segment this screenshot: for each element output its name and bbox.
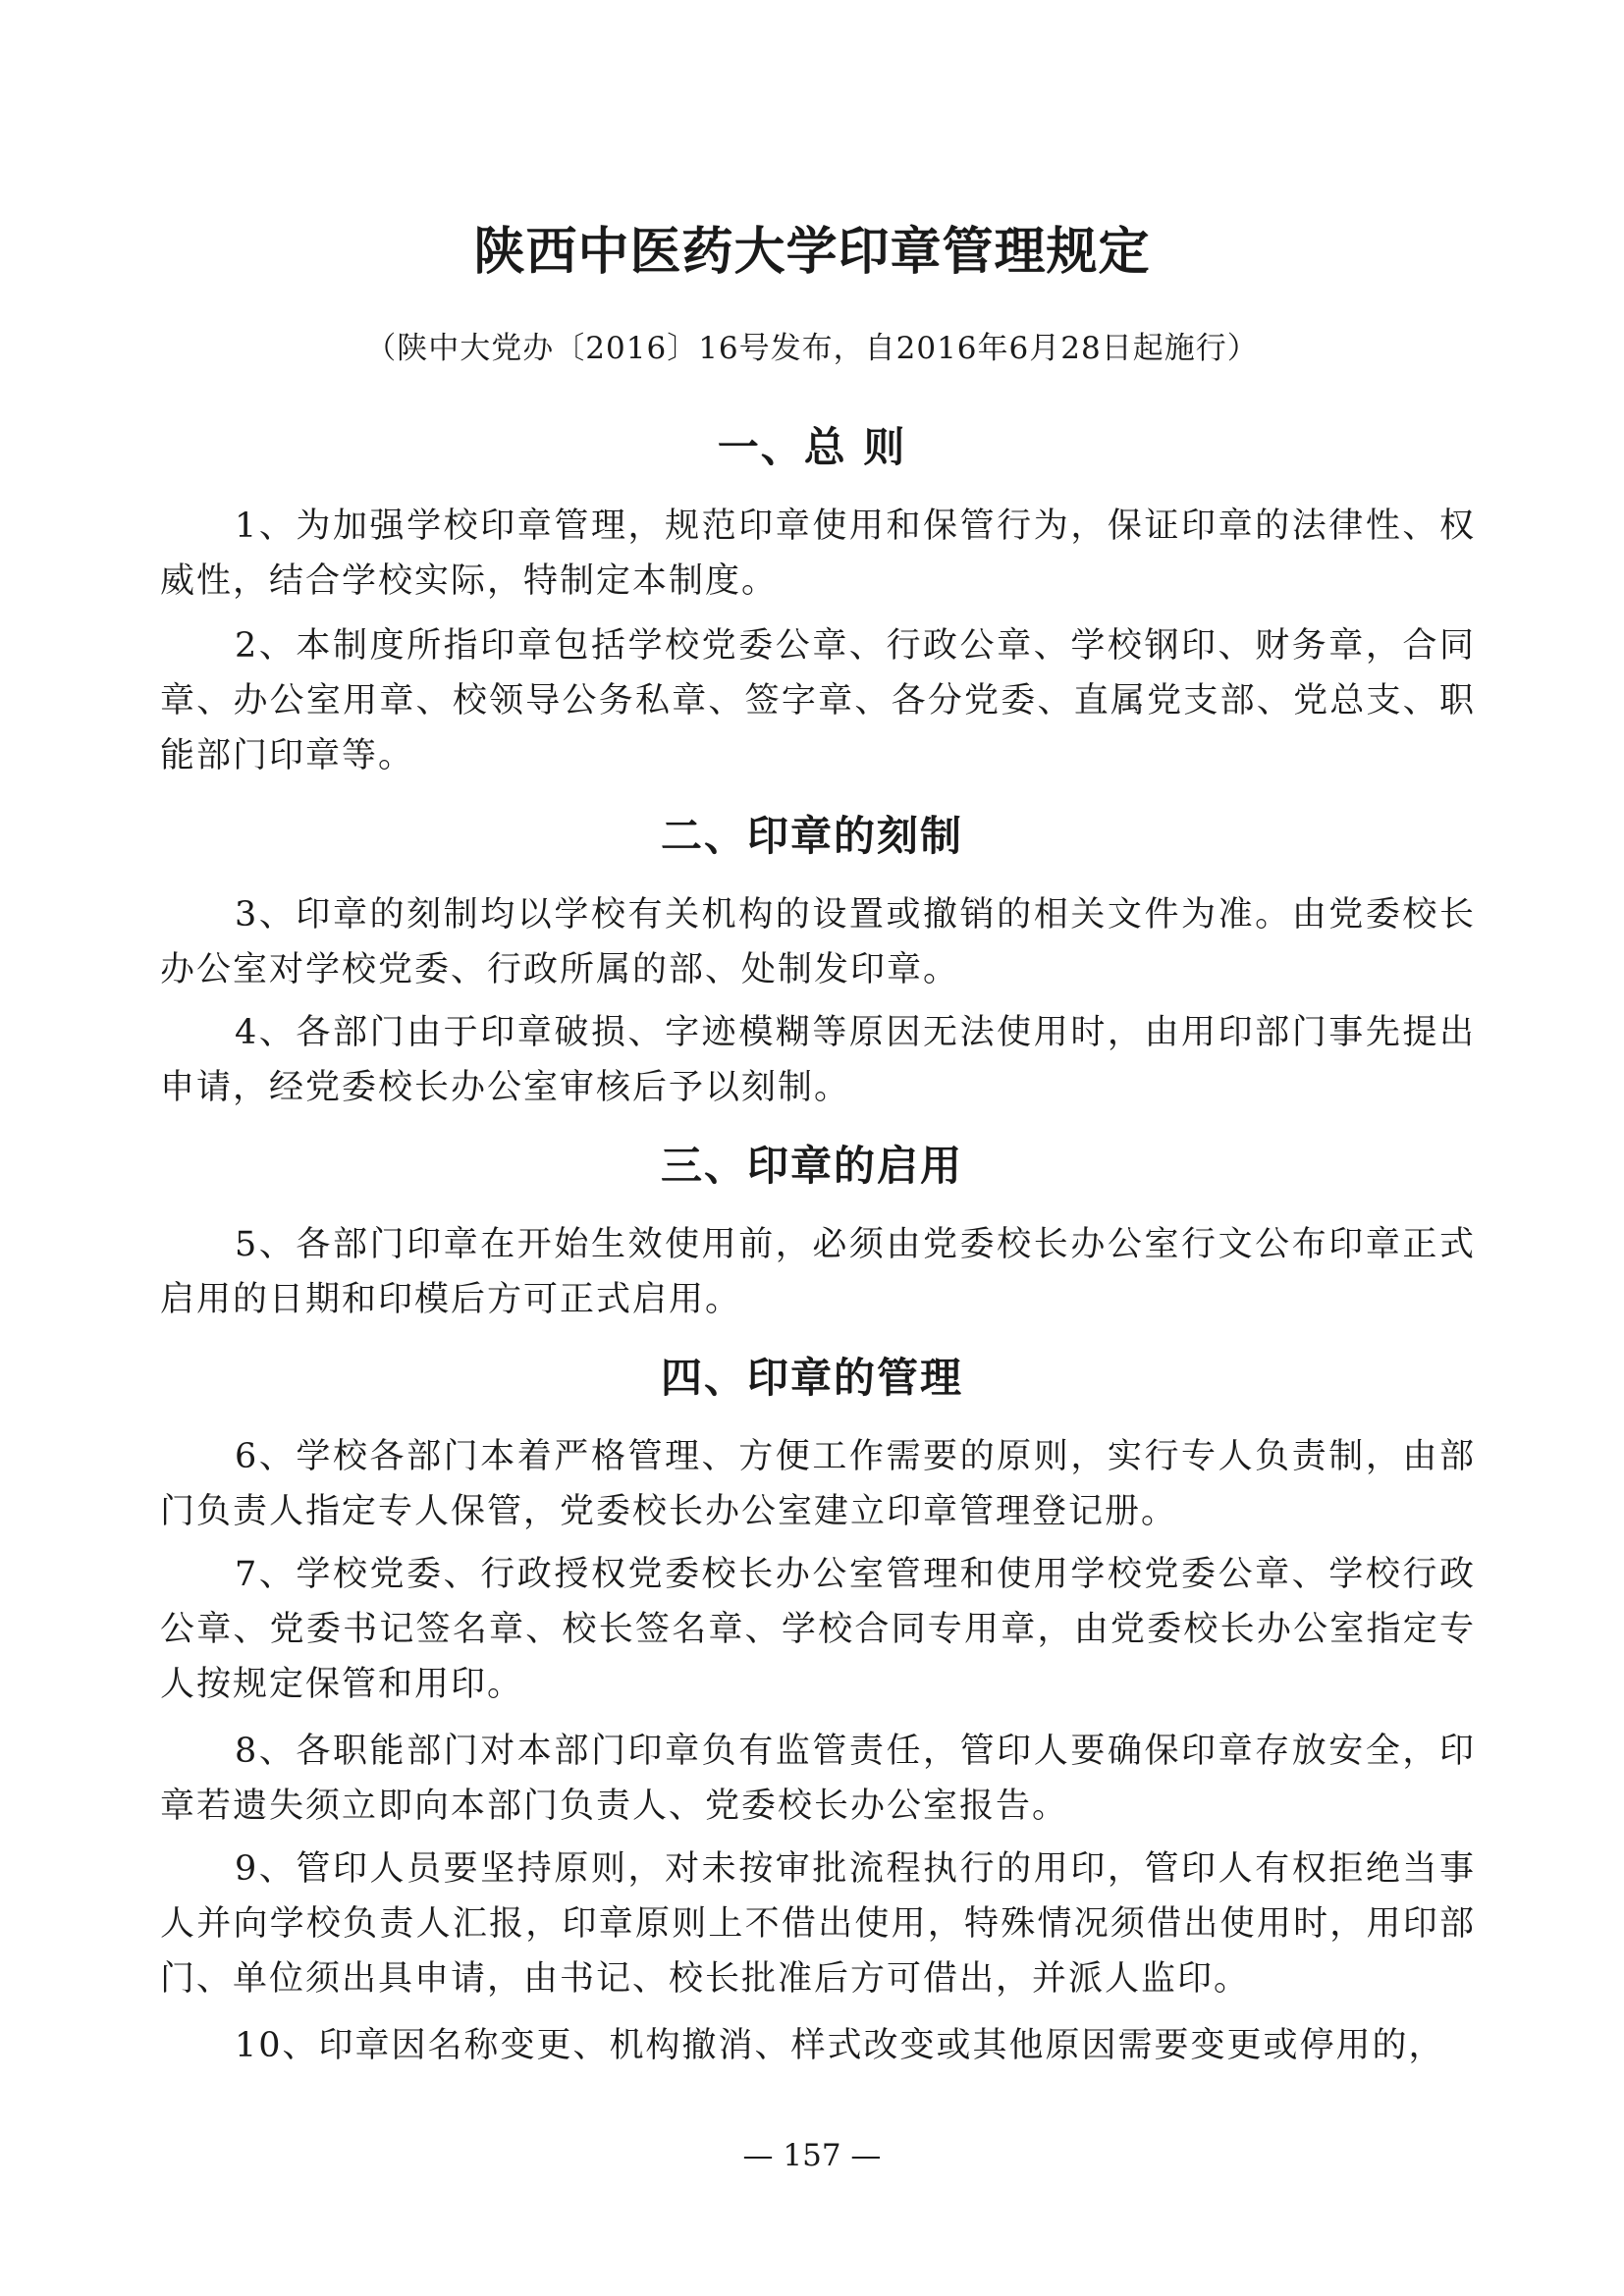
document-title: 陕西中医药大学印章管理规定: [473, 223, 1151, 282]
paragraph-3: 3、印章的刻制均以学校有关机构的设置或撤销的相关文件为准。由党委校长办公室对学校党委、行政所属的部、处制发印章。: [160, 895, 1476, 989]
paragraph-9: 9、管印人员要坚持原则，对未按审批流程执行的用印，管印人有权拒绝当事人并向学校负责人汇报，印章原则上不借出使用，特殊情况须借出使用时，用印部门、单位须出具申请，由书记、校长批准后方可借出，并派人监印。: [160, 1849, 1476, 1999]
document-subtitle: （陕中大党办〔2016〕16号发布，自2016年6月28日起施行）: [365, 331, 1259, 366]
section-heading-4: 四、印章的管理: [660, 1354, 963, 1402]
paragraph-7: 7、学校党委、行政授权党委校长办公室管理和使用学校党委公章、学校行政公章、党委书记签名章、校长签名章、学校合同专用章，由党委校长办公室指定专人按规定保管和用印。: [160, 1555, 1476, 1704]
section-heading-2: 二、印章的刻制: [660, 812, 963, 860]
paragraph-4: 4、各部门由于印章破损、字迹模糊等原因无法使用时，由用印部门事先提出申请，经党委校长办公室审核后予以刻制。: [160, 1013, 1476, 1107]
paragraph-2: 2、本制度所指印章包括学校党委公章、行政公章、学校钢印、财务章，合同章、办公室用章、校领导公务私章、签字章、各分党委、直属党支部、党总支、职能部门印章等。: [160, 626, 1476, 775]
paragraph-10: 10、印章因名称变更、机构撤消、样式改变或其他原因需要变更或停用的，: [235, 2026, 1445, 2065]
section-heading-1: 一、总 则: [717, 423, 907, 471]
paragraph-8: 8、各职能部门对本部门印章负有监管责任，管印人要确保印章存放安全，印章若遗失须立即向本部门负责人、党委校长办公室报告。: [160, 1732, 1476, 1826]
paragraph-1: 1、为加强学校印章管理，规范印章使用和保管行为，保证印章的法律性、权威性，结合学校实际，特制定本制度。: [160, 507, 1476, 601]
page-number: — 157 —: [742, 2138, 882, 2173]
paragraph-6: 6、学校各部门本着严格管理、方便工作需要的原则，实行专人负责制，由部门负责人指定专人保管，党委校长办公室建立印章管理登记册。: [160, 1437, 1476, 1531]
section-heading-3: 三、印章的启用: [660, 1142, 963, 1190]
paragraph-5: 5、各部门印章在开始生效使用前，必须由党委校长办公室行文公布印章正式启用的日期和印模后方可正式启用。: [160, 1225, 1476, 1319]
